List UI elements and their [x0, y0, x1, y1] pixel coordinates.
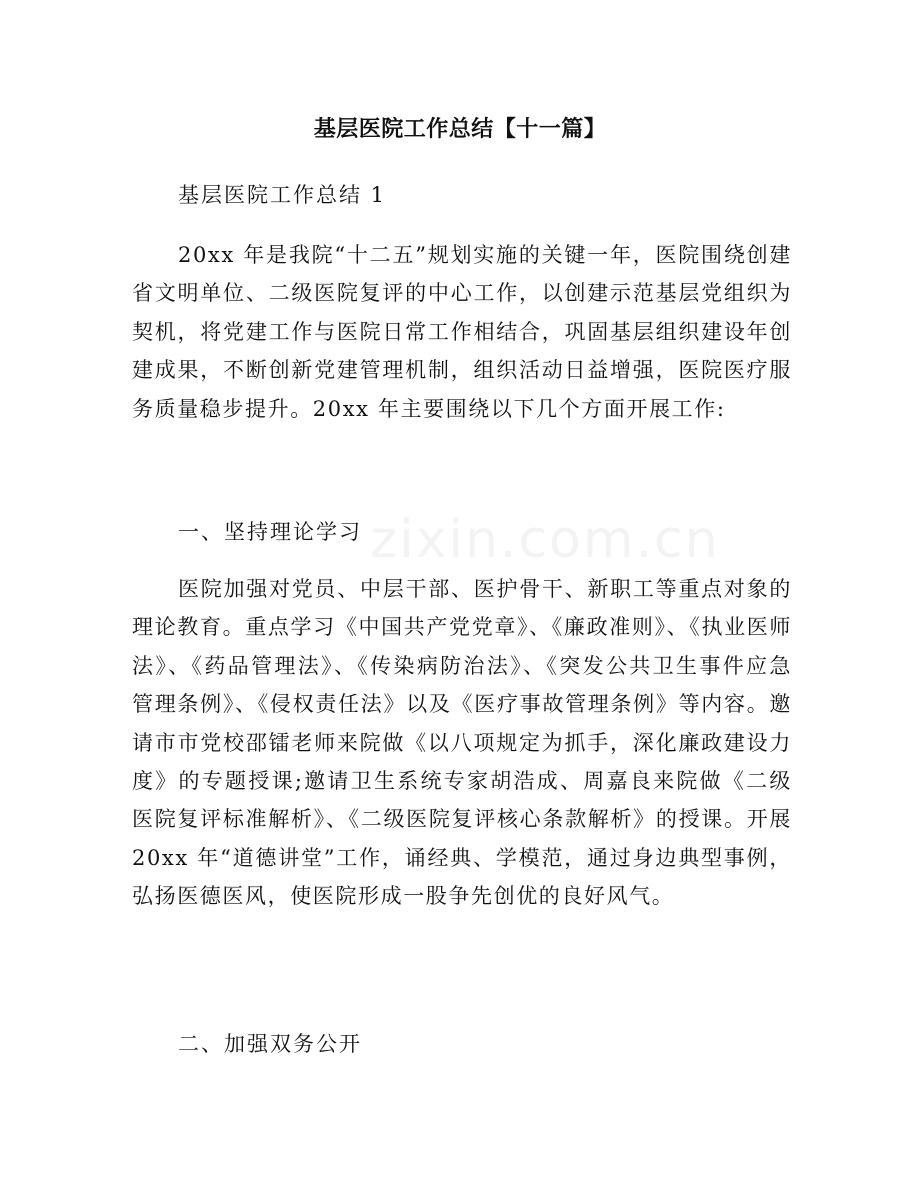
- section-title: 基层医院工作总结 1: [178, 183, 387, 207]
- heading-dual-disclosure: 二、加强双务公开: [178, 1032, 362, 1056]
- paragraph-theory-study: 医院加强对党员、中层干部、医护骨干、新职工等重点对象的理论教育。重点学习《中国共产党党章》、《廉政准则》、《执业医师法》、《药品管理法》、《传染病防治法》、《突发公共卫生事件应急管理条例》、《侵权责任法》以及《医疗事故管理条例》等内容。邀请市市党校邵镭老师来院做《以八项规定为抓手，深化廉政建设力度》的专题授课;邀请卫生系统专家胡浩成、周嘉良来院做《二级医院复评标准解析》、《二级医院复评核心条款解析》的授课。开展 20xx 年“道德讲堂”工作，诵经典、学模范，通过身边典型事例，弘扬医德医风，使医院形成一股争先创优的良好风气。: [132, 577, 792, 909]
- document-title: 基层医院工作总结【十一篇】: [313, 117, 607, 142]
- watermark: zixin.com.cn: [370, 510, 720, 570]
- heading-theory-study: 一、坚持理论学习: [178, 520, 362, 544]
- intro-paragraph: 20xx 年是我院“十二五”规划实施的关键一年，医院围绕创建省文明单位、二级医院复评的中心工作，以创建示范基层党组织为契机，将党建工作与医院日常工作相结合，巩固基层组织建设年创建成果，不断创新党建管理机制，组织活动日益增强，医院医疗服务质量稳步提升。20xx 年主要围绕以下几个方面开展工作:: [132, 243, 792, 421]
